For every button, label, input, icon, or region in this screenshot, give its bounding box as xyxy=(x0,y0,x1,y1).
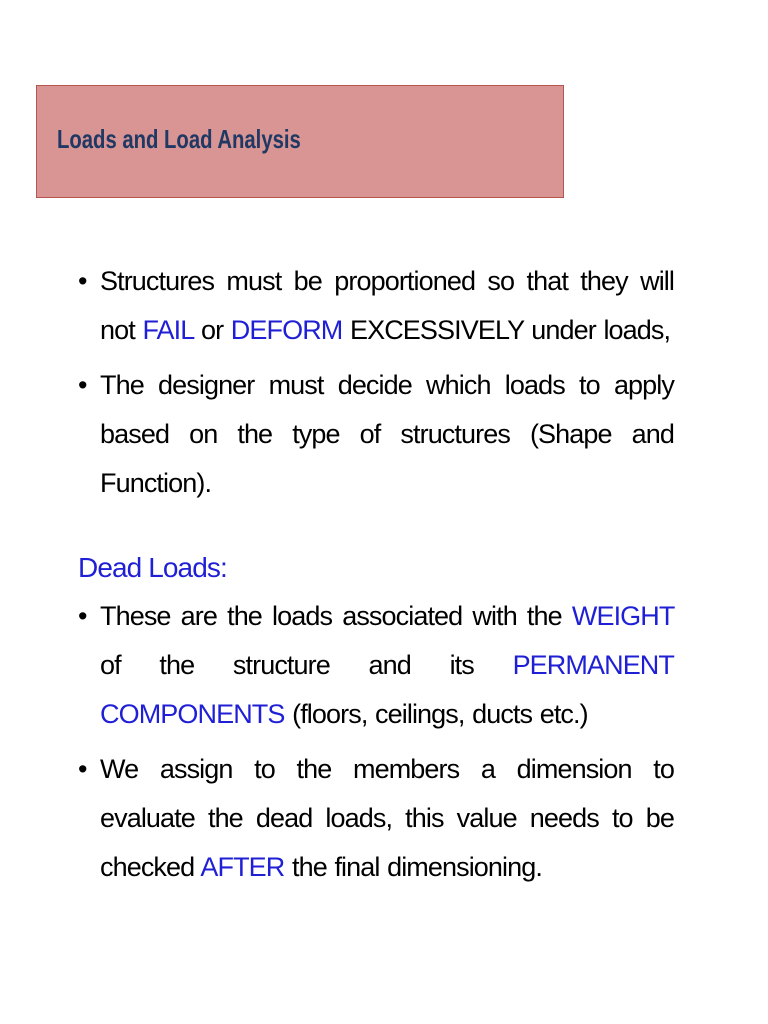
highlighted-term: AFTER xyxy=(200,852,285,882)
bullet-text: or xyxy=(193,315,231,345)
highlighted-term: PERMANENT COMPONENTS xyxy=(100,650,674,729)
intro-bullet-1 xyxy=(78,257,674,355)
highlighted-term: FAIL xyxy=(142,315,194,345)
dead-loads-bullet-2 xyxy=(78,745,674,892)
dead-loads-heading: Dead Loads: xyxy=(78,552,227,583)
page-title: Loads and Load Analysis xyxy=(57,124,301,154)
highlighted-term: DEFORM xyxy=(230,315,343,345)
slide-content xyxy=(78,257,674,892)
bullet-text: the final dimensioning. xyxy=(284,852,542,882)
bullet-text: Structures must be proportioned so that they will not xyxy=(100,266,674,345)
intro-bullet-list xyxy=(78,257,674,508)
bullet-text: (floors, ceilings, ducts etc.) xyxy=(284,699,588,729)
bullet-text: We assign to the members a dimension to evaluate the dead loads, this value needs to be checked xyxy=(100,754,674,882)
bullet-text: EXCESSIVELY under loads, xyxy=(342,315,671,345)
highlighted-term: WEIGHT xyxy=(571,601,674,631)
dead-loads-bullet-1 xyxy=(78,592,674,739)
intro-bullet-2 xyxy=(78,361,674,508)
bullet-text: These are the loads associated with the xyxy=(100,601,572,631)
bullet-text: of the structure and its xyxy=(100,650,513,680)
bullet-text: The designer must decide which loads to apply based on the type of structures (Shape and Function). xyxy=(100,370,674,498)
title-banner xyxy=(36,85,564,198)
dead-loads-bullet-list xyxy=(78,592,674,892)
